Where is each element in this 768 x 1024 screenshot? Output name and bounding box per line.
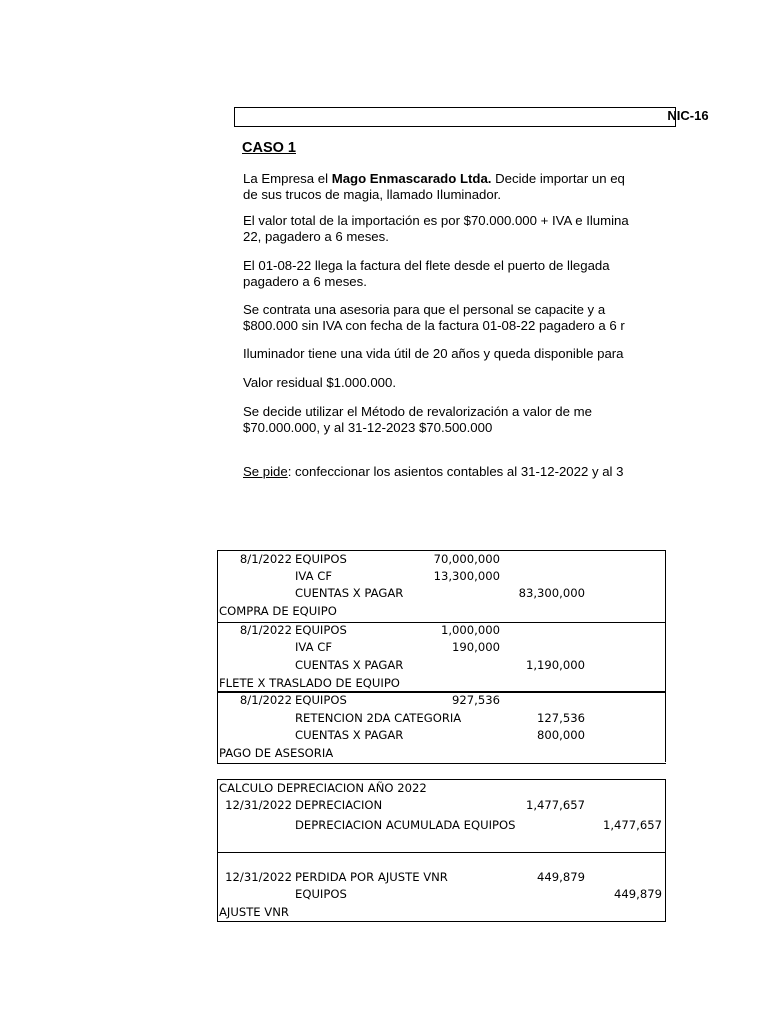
depreciation-date: 12/31/2022: [225, 798, 292, 812]
p7-line2: $70.000.000, y al 31-12-2023 $70.500.000: [243, 420, 493, 435]
company-name: Mago Enmascarado Ltda.: [331, 171, 492, 186]
entry-3-account-1: EQUIPOS: [295, 693, 347, 707]
case-paragraph-7: [243, 404, 666, 436]
case-paragraph-4: [243, 302, 666, 334]
entry-3-account-3: CUENTAS X PAGAR: [295, 728, 404, 742]
depreciation-credit: 1,477,657: [602, 818, 662, 832]
adjustment-date: 12/31/2022: [225, 870, 292, 884]
p7-line1: Se decide utilizar el Método de revalorización a valor de me: [243, 404, 592, 419]
entry-1-debit-1: 70,000,000: [433, 552, 500, 566]
case-request: [243, 464, 666, 480]
entry-2-credit-3: 1,190,000: [525, 658, 585, 672]
se-pide-label: Se pide: [243, 464, 288, 479]
entry-2-account-3: CUENTAS X PAGAR: [295, 658, 404, 672]
entry-1-credit-3: 83,300,000: [518, 586, 585, 600]
entry-1-account-1: EQUIPOS: [295, 552, 347, 566]
entry-3-debit-1: 927,536: [452, 693, 500, 707]
page-title: NIC-16: [667, 108, 709, 123]
entry-2-debit-2: 190,000: [452, 640, 500, 654]
case-paragraph-1: [243, 171, 666, 203]
entry-3-gloss: PAGO DE ASESORIA: [219, 746, 334, 760]
depreciation-title: CALCULO DEPRECIACION AÑO 2022: [219, 781, 427, 795]
depreciation-debit: 1,477,657: [525, 798, 585, 812]
depreciation-account-1: DEPRECIACION: [295, 798, 383, 812]
adjustment-account-2: EQUIPOS: [295, 887, 347, 901]
entry-3-date: 8/1/2022: [239, 693, 292, 707]
entry-2-account-1: EQUIPOS: [295, 623, 347, 637]
p1-post: Decide importar un eq: [491, 171, 625, 186]
adjustment-debit: 449,879: [537, 870, 585, 884]
entry-2-gloss: FLETE X TRASLADO DE EQUIPO: [219, 676, 400, 690]
p2-line2: 22, pagadero a 6 meses.: [243, 229, 389, 244]
entry-1-account-3: CUENTAS X PAGAR: [295, 586, 404, 600]
p2-line1: El valor total de la importación es por $70.000.000 + IVA e Ilumina: [243, 213, 629, 228]
table-right-edge-1: [665, 550, 666, 762]
adjustment-gloss: AJUSTE VNR: [219, 905, 289, 919]
entry-3-credit-3: 800,000: [537, 728, 585, 742]
case-paragraph-3: [243, 258, 666, 290]
p1-line2: de sus trucos de magia, llamado Iluminador.: [243, 187, 502, 202]
entry-2-account-2: IVA CF: [295, 640, 332, 654]
p1-pre: La Empresa el: [243, 171, 332, 186]
case-paragraph-2: [243, 213, 666, 245]
entry-2-date: 8/1/2022: [239, 623, 292, 637]
p3-line2: pagadero a 6 meses.: [243, 274, 367, 289]
case-paragraph-6: Valor residual $1.000.000.: [243, 375, 396, 390]
depreciation-account-2: DEPRECIACION ACUMULADA EQUIPOS: [295, 818, 516, 832]
case-paragraph-5: Iluminador tiene una vida útil de 20 años y queda disponible para: [243, 346, 624, 361]
entry-3-credit-2: 127,536: [537, 711, 585, 725]
p4-line2: $800.000 sin IVA con fecha de la factura 01-08-22 pagadero a 6 r: [243, 318, 625, 333]
se-pide-text: : confeccionar los asientos contables al 31-12-2022 y al 3: [287, 464, 624, 479]
adjustment-account-1: PERDIDA POR AJUSTE VNR: [295, 870, 448, 884]
entry-1-account-2: IVA CF: [295, 569, 332, 583]
table-right-edge-2: [665, 779, 666, 922]
adjustment-credit: 449,879: [614, 887, 662, 901]
entry-1-gloss: COMPRA DE EQUIPO: [219, 604, 337, 618]
case-title: CASO 1: [242, 140, 296, 156]
entry-3-account-2: RETENCION 2DA CATEGORIA: [295, 711, 462, 725]
p3-line1: El 01-08-22 llega la factura del flete desde el puerto de llegada: [243, 258, 610, 273]
p4-line1: Se contrata una asesoria para que el personal se capacite y a: [243, 302, 606, 317]
entry-2-debit-1: 1,000,000: [440, 623, 500, 637]
entry-1-debit-2: 13,300,000: [433, 569, 500, 583]
entry-1-date: 8/1/2022: [239, 552, 292, 566]
